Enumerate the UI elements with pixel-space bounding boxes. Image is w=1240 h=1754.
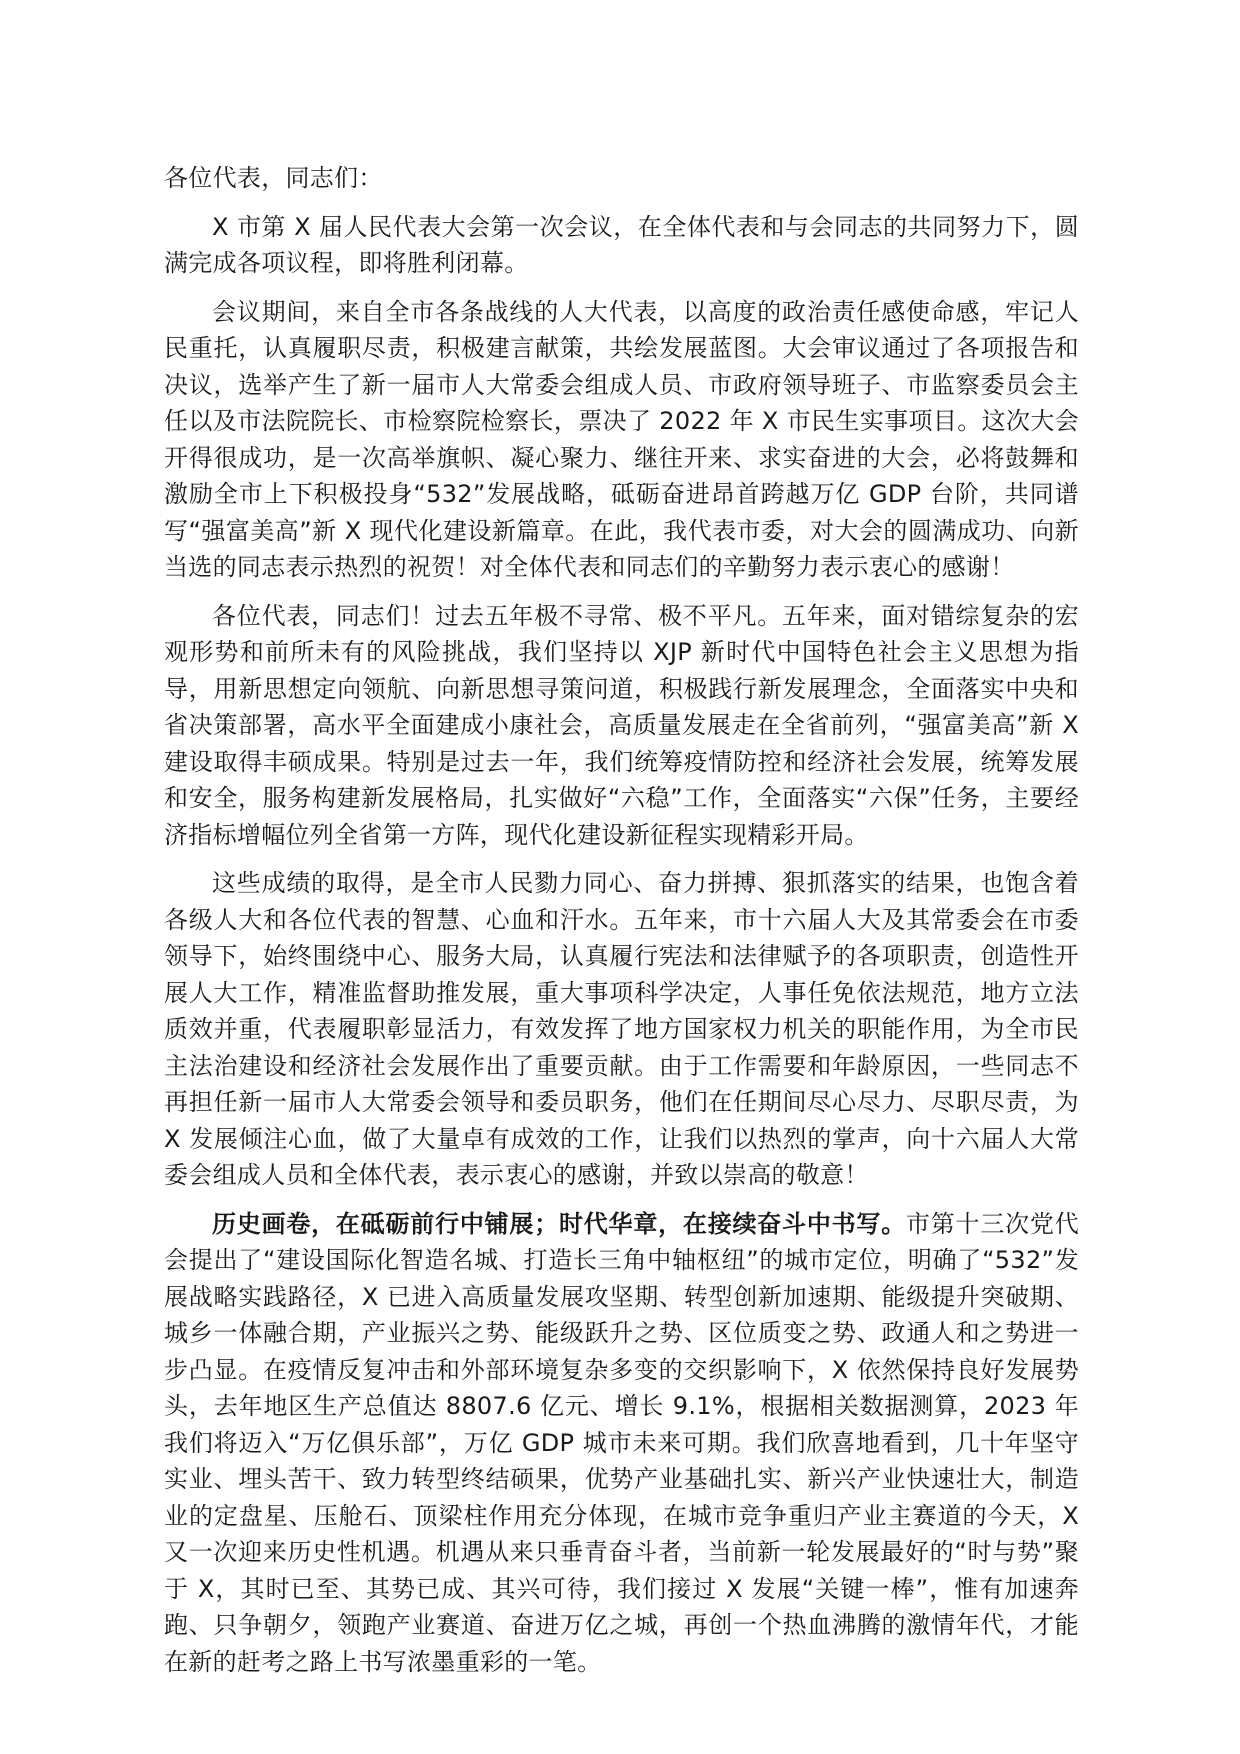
paragraph-5 bbox=[164, 1206, 1079, 1681]
paragraph-text: 这些成绩的取得，是全市人民勠力同心、奋力拼搏、狠抓落实的结果，也饱含着各级人大和各位代表的智慧、心血和汗水。五年来，市十六届人大及其常委会在市委领导下，始终围绕中心、服务大局，认真履行宪法和法律赋予的各项职责，创造性开展人大工作，精准监督助推发展，重大事项科学决定，人事任免依法规范，地方立法质效并重，代表履职彰显活力，有效发挥了地方国家权力机关的职能作用，为全市民主法治建设和经济社会发展作出了重要贡献。由于工作需要和年龄原因，一些同志不再担任新一届市人大常委会领导和委员职务，他们在任期间尽心尽力、尽职尽责，为 X 发展倾注心血，做了大量卓有成效的工作，让我们以热烈的掌声，向十六届人大常委会组成人员和全体代表，表示衷心的感谢，并致以崇高的敬意！ bbox=[164, 869, 1079, 1189]
paragraph-text: X 市第 X 届人民代表大会第一次会议，在全体代表和与会同志的共同努力下，圆满完成各项议程，即将胜利闭幕。 bbox=[164, 212, 1079, 277]
paragraph-2 bbox=[164, 294, 1079, 586]
paragraph-1 bbox=[164, 209, 1079, 282]
paragraph-text: 各位代表，同志们！过去五年极不寻常、极不平凡。五年来，面对错综复杂的宏观形势和前所未有的风险挑战，我们坚持以 XJP 新时代中国特色社会主义思想为指导，用新思想定向领航、向新思想寻策问道，积极践行新发展理念，全面落实中央和省决策部署，高水平全面建成小康社会，高质量发展走在全省前列，“强富美高”新 X 建设取得丰硕成果。特别是过去一年，我们统筹疫情防控和经济社会发展，统筹发展和安全，服务构建新发展格局，扎实做好“六稳”工作，全面落实“六保”任务，主要经济指标增幅位列全省第一方阵，现代化建设新征程实现精彩开局。 bbox=[164, 601, 1079, 849]
document-body bbox=[164, 160, 1079, 1692]
paragraph-text: 会议期间，来自全市各条战线的人大代表，以高度的政治责任感使命感，牢记人民重托，认真履职尽责，积极建言献策，共绘发展蓝图。大会审议通过了各项报告和决议，选举产生了新一届市人大常委会组成人员、市政府领导班子、市监察委员会主任以及市法院院长、市检察院检察长，票决了 2022 年 X 市民生实事项目。这次大会开得很成功，是一次高举旗帜、凝心聚力、继往开来、求实奋进的大会，必将鼓舞和激励全市上下积极投身“532”发展战略，砥砺奋进昂首跨越万亿 GDP 台阶，共同谱写“强富美高”新 X 现代化建设新篇章。在此，我代表市委，对大会的圆满成功、向新当选的同志表示热烈的祝贺！对全体代表和同志们的辛勤努力表示衷心的感谢！ bbox=[164, 297, 1079, 581]
salutation: 各位代表，同志们： bbox=[164, 164, 383, 192]
paragraph-text: 市第十三次党代会提出了“建设国际化智造名城、打造长三角中轴枢纽”的城市定位，明确了“532”发展战略实践路径，X 已进入高质量发展攻坚期、转型创新加速期、能级提升突破期、城乡一体融合期，产业振兴之势、能级跃升之势、区位质变之势、政通人和之势进一步凸显。在疫情反复冲击和外部环境复杂多变的交织影响下，X 依然保持良好发展势头，去年地区生产总值达 8807.6 亿元、增长 9.1%，根据相关数据测算，2023 年我们将迈入“万亿俱乐部”，万亿 GDP 城市未来可期。我们欣喜地看到，几十年坚守实业、埋头苦干、致力转型终结硕果，优势产业基础扎实、新兴产业快速壮大，制造业的定盘星、压舱石、顶梁柱作用充分体现，在城市竞争重归产业主赛道的今天，X 又一次迎来历史性机遇。机遇从来只垂青奋斗者，当前新一轮发展最好的“时与势”聚于 X，其时已至、其势已成、其兴可待，我们接过 X 发展“关键一棒”，惟有加速奔跑、只争朝夕，领跑产业赛道、奋进万亿之城，再创一个热血沸腾的激情年代，才能在新的赶考之路上书写浓墨重彩的一笔。 bbox=[164, 1209, 1079, 1676]
paragraph-3 bbox=[164, 598, 1079, 854]
bold-lead-sentence: 历史画卷，在砥砺前行中铺展；时代华章，在接续奋斗中书写。 bbox=[212, 1209, 906, 1238]
paragraph-4 bbox=[164, 865, 1079, 1194]
